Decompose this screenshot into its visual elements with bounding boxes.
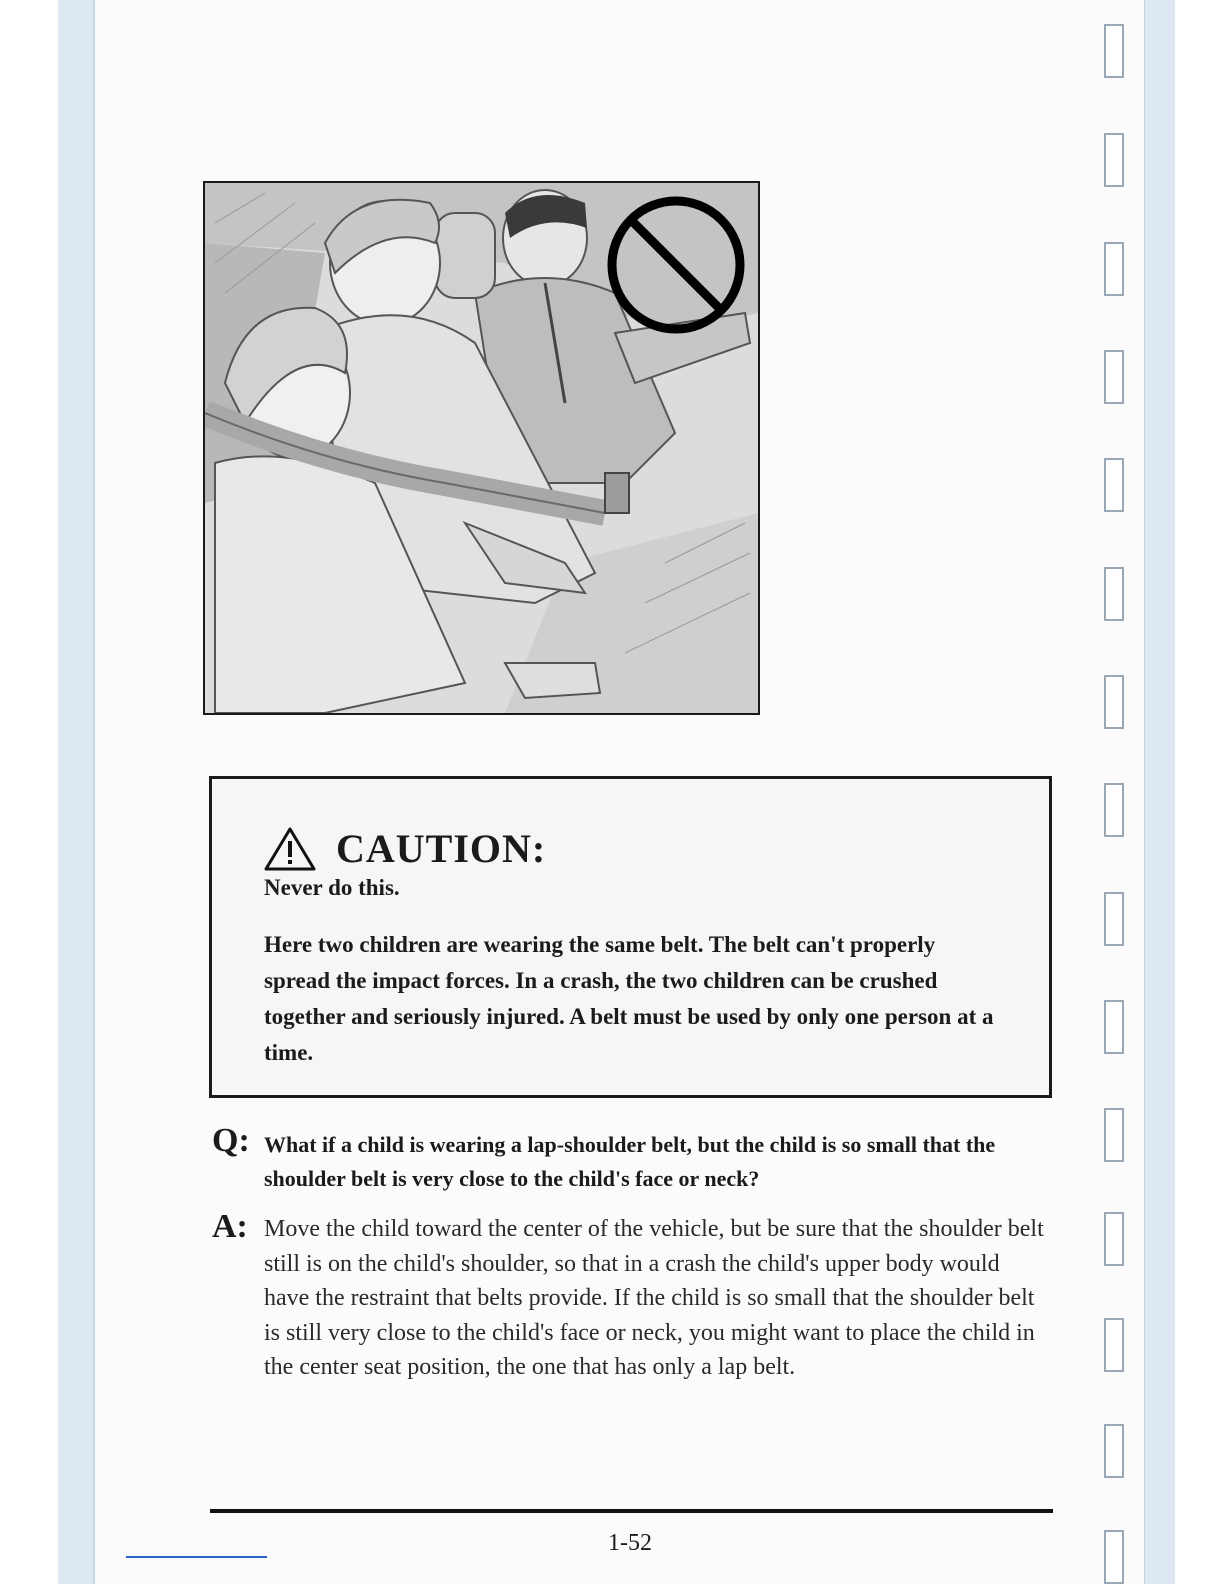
binder-tab: [1104, 783, 1124, 837]
binder-tab: [1104, 133, 1124, 187]
answer-text: Move the child toward the center of the vehicle, but be sure that the shoulder belt still is on the child's shoulder, so that in a crash the child's upper body would have the restraint that belts provide. If the child is so small that the shoulder belt is still very close to the child's face or neck, you might want to place the child in the center seat position, the one that has only a lap belt.: [264, 1216, 1044, 1380]
binder-tab: [1104, 1318, 1124, 1372]
corner-mark: [126, 1556, 267, 1558]
footer-rule: [210, 1509, 1053, 1513]
left-binding-margin: [58, 0, 94, 1584]
binder-tab: [1104, 350, 1124, 404]
binder-tab: [1104, 1212, 1124, 1266]
binder-tab: [1104, 892, 1124, 946]
caution-paragraph-1: Never do this.: [264, 875, 400, 900]
binder-tab: [1104, 458, 1124, 512]
caution-title: CAUTION:: [336, 826, 547, 871]
question-label: Q:: [212, 1122, 250, 1159]
binder-tab: [1104, 1530, 1124, 1584]
binder-tab: [1104, 24, 1124, 78]
right-binding-margin: [1145, 0, 1175, 1584]
caution-paragraph-2: Here two children are wearing the same belt. The belt can't properly spread the impact forces. In a crash, the two children can be crushed together and seriously injured. A belt must be used by only one person at a time.: [264, 932, 994, 1065]
binder-tab: [1104, 567, 1124, 621]
shared-belt-illustration: [203, 181, 760, 715]
illustration-drawing: [205, 183, 758, 713]
caution-heading: [264, 825, 546, 872]
warning-triangle-icon: [264, 826, 316, 872]
binder-tab: [1104, 1108, 1124, 1162]
binder-tab: [1104, 1000, 1124, 1054]
binder-tab: [1104, 1424, 1124, 1478]
question-text: What if a child is wearing a lap-shoulder belt, but the child is so small that the shoulder belt is very close to the child's face or neck?: [264, 1132, 996, 1191]
page-number: 1-52: [608, 1530, 652, 1556]
binder-tab: [1104, 675, 1124, 729]
caution-box: [209, 776, 1052, 1098]
binder-tab: [1104, 242, 1124, 296]
answer-label: A:: [212, 1208, 248, 1245]
